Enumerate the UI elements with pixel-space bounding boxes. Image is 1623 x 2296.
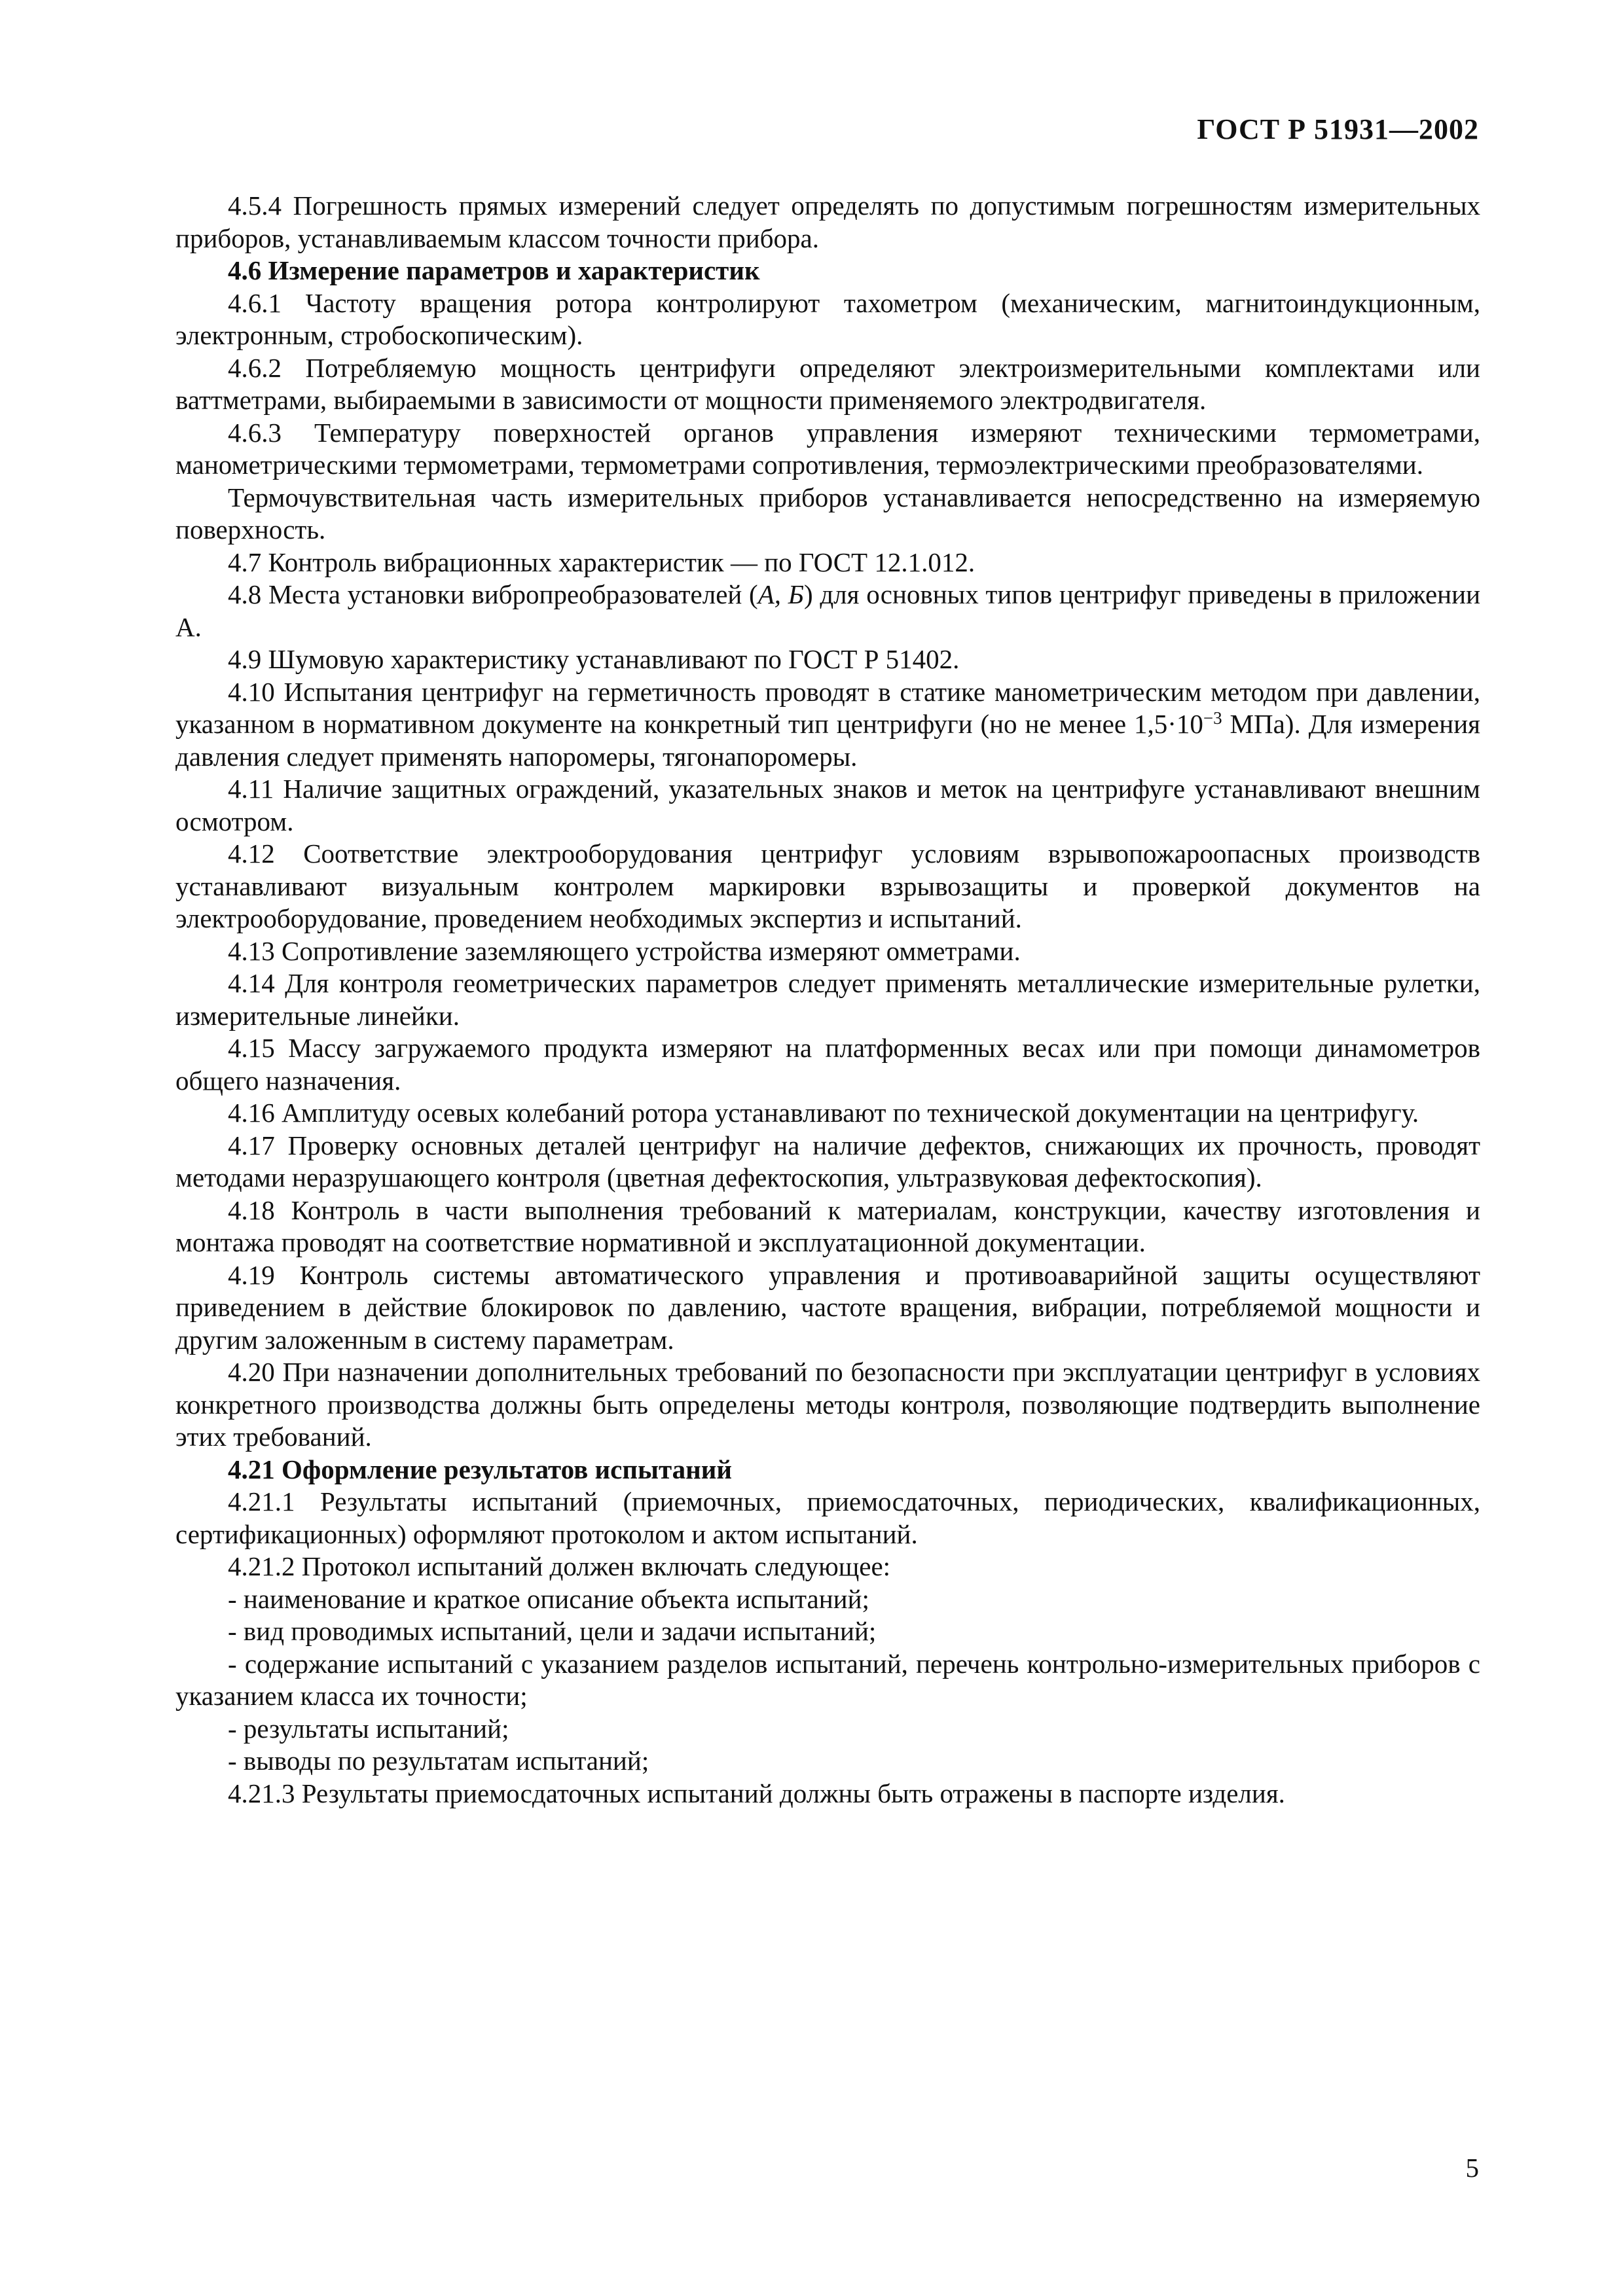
paragraph-4-9: 4.9 Шумовую характеристику устанавливают по ГОСТ Р 51402. xyxy=(228,644,960,674)
document-header: ГОСТ Р 51931—2002 xyxy=(1197,113,1479,145)
paragraph-4-21-2: 4.21.2 Протокол испытаний должен включать следующее: xyxy=(228,1551,891,1581)
list-item: - выводы по результатам испытаний; xyxy=(228,1746,649,1776)
paragraph-4-16: 4.16 Амплитуду осевых колебаний ротора устанавливают по технической документации на центрифугу. xyxy=(228,1098,1419,1128)
paragraph-4-21-1: 4.21.1 Результаты испытаний (приемочных, приемосдаточных, периодических, квалификационных, сертификационных) оформляют протоколом и актом испытаний. xyxy=(175,1486,1480,1549)
paragraph-4-6-3: 4.6.3 Температуру поверхностей органов управления измеряют техническими термометрами, манометрическими термометрами, термометрами сопротивления, термоэлектрическими преобразователями. xyxy=(175,417,1480,480)
paragraph-4-6-3-continued: Термочувствительная часть измерительных приборов устанавливается непосредственно на измеряемую поверхность. xyxy=(175,482,1480,545)
list-item: - вид проводимых испытаний, цели и задачи испытаний; xyxy=(228,1616,877,1646)
paragraph-4-8-letters: А, Б xyxy=(757,579,804,609)
page-number: 5 xyxy=(1465,2153,1479,2183)
document-body xyxy=(175,190,1480,1810)
paragraph-4-6-1: 4.6.1 Частоту вращения ротора контролируют тахометром (механическим, магнитоиндукционным, электронным, стробоскопическим). xyxy=(175,287,1480,350)
paragraph-4-14: 4.14 Для контроля геометрических параметров следует применять металлические измерительные рулетки, измерительные линейки. xyxy=(175,968,1480,1031)
paragraph-4-15: 4.15 Массу загружаемого продукта измеряют на платформенных весах или при помощи динамометров общего назначения. xyxy=(175,1033,1480,1096)
paragraph-4-19: 4.19 Контроль системы автоматического управления и противоаварийной защиты осуществляют приведением в действие блокировок по давлению, частоте вращения, вибрации, потребляемой мощности и другим заложенным в систему параметрам. xyxy=(175,1259,1480,1355)
paragraph-4-21-3: 4.21.3 Результаты приемосдаточных испытаний должны быть отражены в паспорте изделия. xyxy=(228,1778,1285,1808)
section-heading-4-21: 4.21 Оформление результатов испытаний xyxy=(228,1454,732,1484)
list-item: - результаты испытаний; xyxy=(228,1713,509,1744)
paragraph-4-7: 4.7 Контроль вибрационных характеристик — по ГОСТ 12.1.012. xyxy=(228,547,976,577)
list-item: - содержание испытаний с указанием разделов испытаний, перечень контрольно-измерительных приборов с указанием класса их точности; xyxy=(175,1648,1480,1711)
paragraph-4-13: 4.13 Сопротивление заземляющего устройства измеряют омметрами. xyxy=(228,935,1021,966)
paragraph-4-18: 4.18 Контроль в части выполнения требований к материалам, конструкции, качеству изготовления и монтажа проводят на соответствие нормативной и эксплуатационной документации. xyxy=(175,1194,1480,1257)
paragraph-4-10-end: МПа). Для измерения давления следует применять напоромеры, тягонапоромеры. xyxy=(175,709,1480,772)
paragraph-4-12: 4.12 Соответствие электрооборудования центрифуг условиям взрывопожароопасных производств устанавливают визуальным контролем маркировки взрывозащиты и проверкой документов на электрооборудование, проведением необходимых экспертиз и испытаний. xyxy=(175,838,1480,933)
paragraph-4-8-start: 4.8 Места установки вибропреобразователей ( xyxy=(228,579,758,609)
section-heading-4-6: 4.6 Измерение параметров и характеристик xyxy=(228,255,760,285)
paragraph-4-10-start: 4.10 Испытания центрифуг на герметичность проводят в статике манометрическим методом при давлении, указанном в нормативном документе на конкретный тип центрифуги (но не менее 1,5·10 xyxy=(175,676,1480,739)
paragraph-4-10-exponent: −3 xyxy=(1203,708,1222,728)
paragraph-4-8 xyxy=(175,579,1480,643)
paragraph-4-6-2: 4.6.2 Потребляемую мощность центрифуги определяют электроизмерительными комплектами или ваттметрами, выбираемыми в зависимости от мощности применяемого электродвигателя. xyxy=(175,352,1480,415)
paragraph-4-10 xyxy=(175,676,1480,774)
paragraph-4-20: 4.20 При назначении дополнительных требований по безопасности при эксплуатации центрифуг в условиях конкретного производства должны быть определены методы контроля, позволяющие подтвердить выполнение этих требований. xyxy=(175,1357,1480,1452)
paragraph-4-8-end: ) для основных типов центрифуг приведены в приложении А. xyxy=(175,579,1481,642)
paragraph-4-5-4: 4.5.4 Погрешность прямых измерений следует определять по допустимым погрешностям измерительных приборов, устанавливаемым классом точности прибора. xyxy=(175,190,1480,253)
list-item: - наименование и краткое описание объекта испытаний; xyxy=(228,1583,869,1614)
paragraph-4-17: 4.17 Проверку основных деталей центрифуг на наличие дефектов, снижающих их прочность, проводят методами неразрушающего контроля (цветная дефектоскопия, ультразвуковая дефектоскопия). xyxy=(175,1130,1480,1193)
paragraph-4-11: 4.11 Наличие защитных ограждений, указательных знаков и меток на центрифуге устанавливают внешним осмотром. xyxy=(175,774,1480,836)
